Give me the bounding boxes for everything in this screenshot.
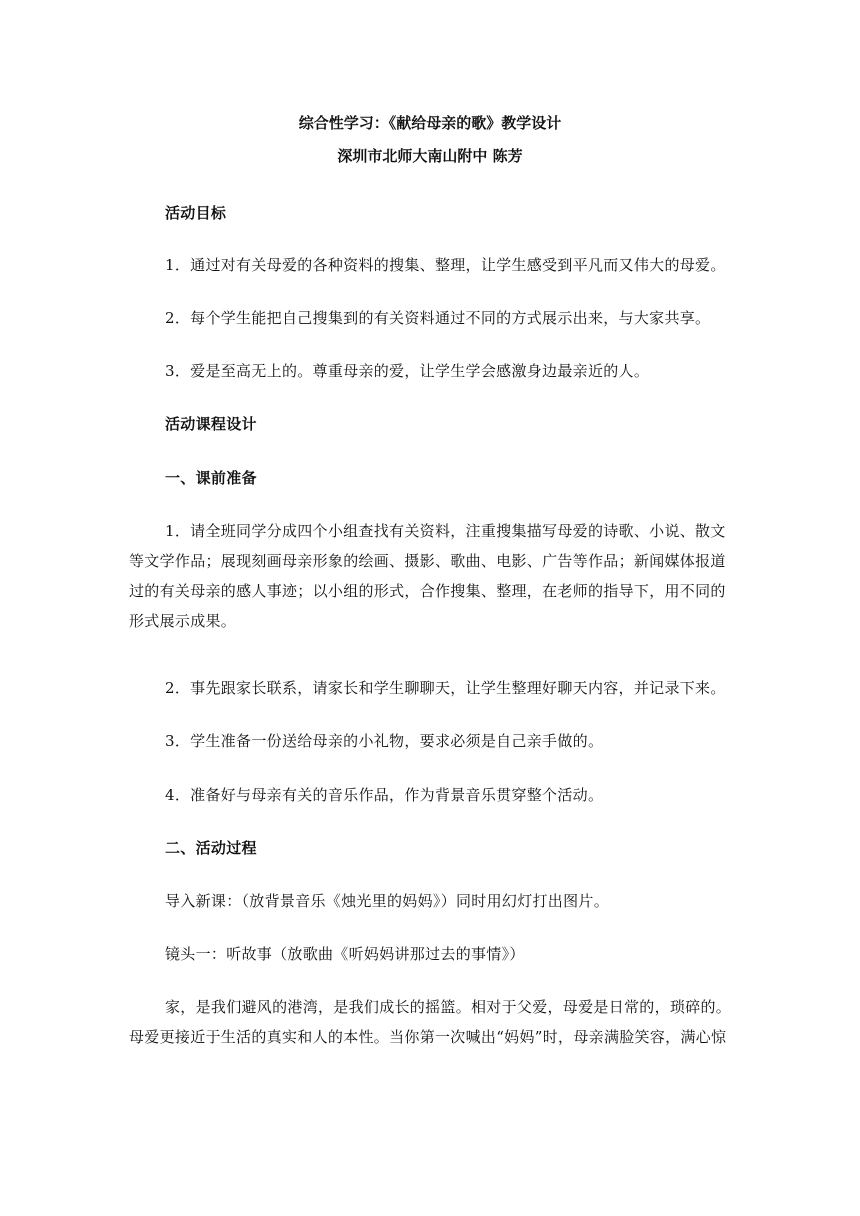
- intro-paragraph: 导入新课：（放背景音乐《烛光里的妈妈》）同时用幻灯打出图片。: [165, 892, 610, 910]
- author-line: 深圳市北师大南山附中 陈芳: [337, 147, 523, 165]
- scene-1-paragraph: 镜头一：听故事（放歌曲《听妈妈讲那过去的事情》）: [165, 945, 525, 963]
- prep-item-1: 1．请全班同学分成四个小组查找有关资料，注重搜集描写母爱的诗歌、小说、散文等文学作品；展现刻画母亲形象的绘画、摄影、歌曲、电影、广告等作品；新闻媒体报道过的有关母亲的感人事迹；以小组的形式，合作搜集、整理，在老师的指导下，用不同的形式展示成果。: [129, 522, 726, 630]
- goal-item-2: 2．每个学生能把自己搜集到的有关资料通过不同的方式展示出来，与大家共享。: [165, 309, 711, 327]
- section-heading-prep: 一、课前准备: [165, 469, 257, 487]
- story-paragraph: 家，是我们避风的港湾，是我们成长的摇篮。相对于父爱，母爱是日常的，琐碎的。母爱更接近于生活的真实和人的本性。当你第一次喊出“妈妈”时，母亲满脸笑容，满心惊: [129, 998, 732, 1046]
- document-title: 综合性学习：《献给母亲的歌》教学设计: [298, 114, 562, 132]
- prep-item-2: 2．事先跟家长联系，请家长和学生聊聊天，让学生整理好聊天内容，并记录下来。: [165, 679, 726, 697]
- prep-item-3: 3．学生准备一份送给母亲的小礼物，要求必须是自己亲手做的。: [165, 732, 604, 750]
- goal-item-1: 1．通过对有关母爱的各种资料的搜集、整理，让学生感受到平凡而又伟大的母爱。: [165, 256, 726, 274]
- section-heading-goals: 活动目标: [165, 204, 227, 222]
- section-heading-design: 活动课程设计: [165, 415, 257, 433]
- prep-item-4: 4．准备好与母亲有关的音乐作品，作为背景音乐贯穿整个活动。: [165, 786, 604, 804]
- goal-item-3: 3．爱是至高无上的。尊重母亲的爱，让学生学会感激身边最亲近的人。: [165, 362, 650, 380]
- section-heading-process: 二、活动过程: [165, 839, 257, 857]
